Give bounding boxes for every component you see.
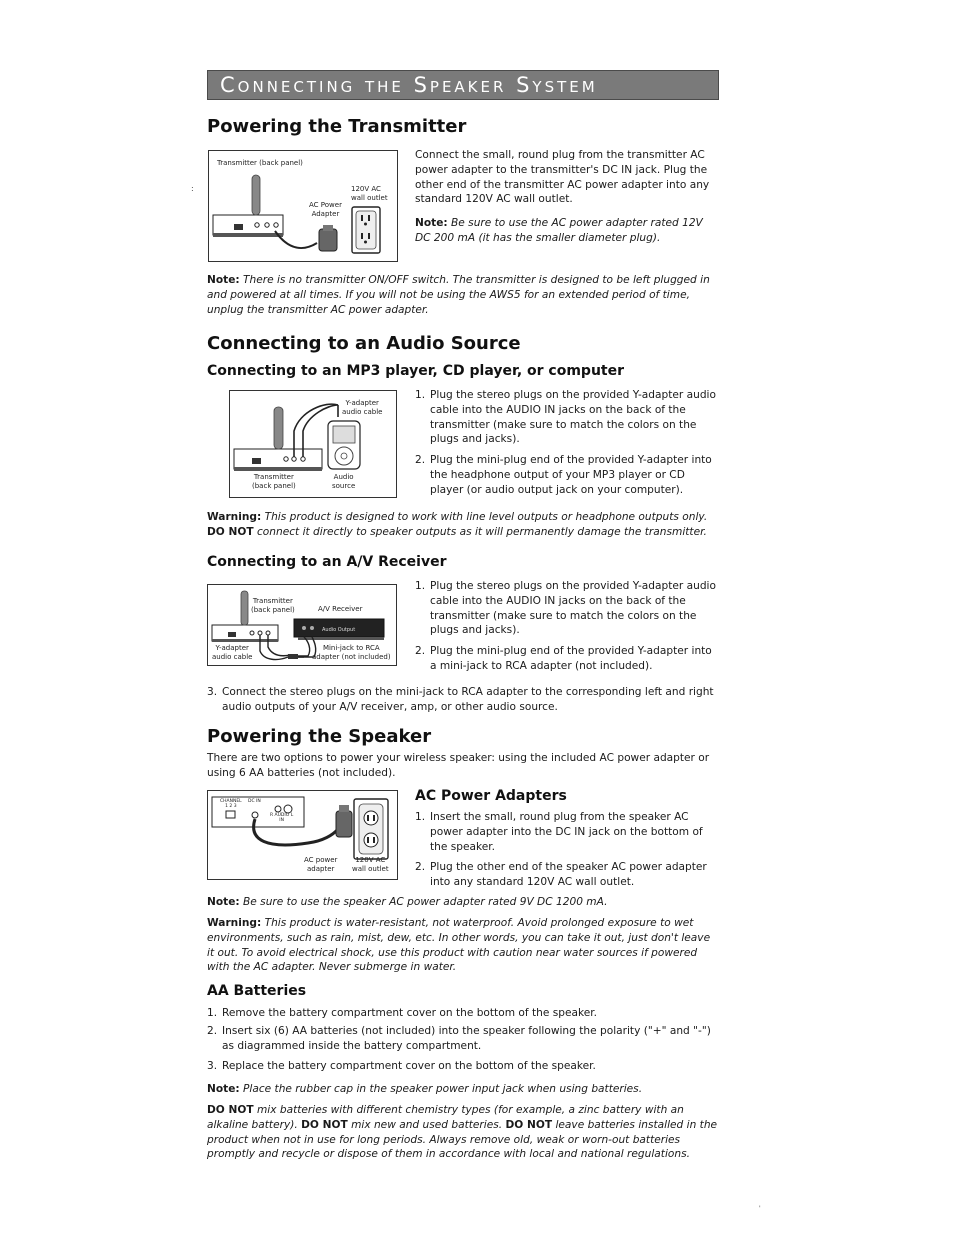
list-item: 2. Plug the mini-plug end of the provided Y-adapter into a mini-jack to RCA adapter (not included). [415, 645, 712, 672]
transmitter-paragraph: Connect the small, round plug from the transmitter AC power adapter to the transmitter's DC IN jack. Plug the other end of the transmitter AC power adapter into any standard 120V AC wall outlet. [415, 149, 710, 206]
transmitter-note-2 [207, 273, 717, 317]
heading-powering-transmitter: Powering the Transmitter [207, 116, 467, 137]
donot-label-3: DO NOT [505, 1118, 553, 1131]
donot-label-2: DO NOT [301, 1118, 348, 1131]
battery-note [207, 1082, 722, 1097]
list-item: 1. Plug the stereo plugs on the provided Y-adapter audio cable into the AUDIO IN jacks on the back of the transmitter (make sure to match the colors on the plugs and jacks). [415, 580, 716, 637]
label-transmitter-back-panel: Transmitter (back panel) [217, 159, 303, 167]
figure-av-connection [207, 584, 397, 666]
label-audio-in: R AUDIO L IN [270, 813, 294, 823]
label-channel: CHANNEL 1 2 3 [220, 799, 242, 809]
label-minijack-adapter: Mini-jack to RCA adapter (not included) [312, 644, 391, 661]
note-label: Note: [207, 1083, 240, 1095]
label-transmitter-back-panel-mp3: Transmitter (back panel) [252, 473, 296, 490]
speaker-note [207, 895, 722, 910]
heading-powering-speaker: Powering the Speaker [207, 726, 432, 747]
donot-text-1: mix batteries with different chemistry types (for example, a zinc battery with an alkaline battery). [207, 1104, 684, 1131]
donot-label-1: DO NOT [207, 1104, 254, 1116]
warning-text: This product is water-resistant, not waterproof. Avoid prolonged exposure to wet environments, such as rain, mist, dew, etc. In other words, you can take it out, just don't leave it out. To avoid electrical shock, use this product with caution near water sources if powered with the AC adapter. Never submerge in water. [207, 917, 711, 974]
label-dc-in: DC IN [248, 799, 261, 804]
list-item: 1. Remove the battery compartment cover on the bottom of the speaker. [207, 1007, 597, 1019]
list-item: 3. Connect the stereo plugs on the mini-jack to RCA adapter to the corresponding left and right audio outputs of your A/V receiver, amp, or other audio source. [207, 686, 714, 713]
list-item: 2. Plug the mini-plug end of the provided Y-adapter into the headphone output of your MP3 player or CD player (or audio output jack on your computer). [415, 454, 712, 496]
label-av-receiver: A/V Receiver [318, 605, 363, 613]
note-text: Be sure to use the speaker AC power adapter rated 9V DC 1200 mA. [243, 896, 608, 908]
list-item: 3. Replace the battery compartment cover on the bottom of the speaker. [207, 1060, 596, 1073]
battery-donot [207, 1103, 719, 1162]
transmitter-note [415, 216, 720, 246]
label-wall-outlet: 120V AC wall outlet [351, 185, 388, 202]
mp3-warning [207, 510, 722, 540]
heading-av-receiver: Connecting to an A/V Receiver [207, 554, 447, 570]
donot-text-3: leave batteries installed in the product when not in use for long periods. Always remove old, weak or worn-out batteries promptly and recycle or dispose of them in accordance with local and national regulations. [207, 1118, 718, 1161]
speaker-warning [207, 916, 719, 975]
note-text: Place the rubber cap in the speaker power input jack when using batteries. [243, 1083, 643, 1095]
av-steps [415, 579, 720, 674]
av-step-3 [207, 685, 722, 715]
label-ac-power-adapter: AC Power Adapter [309, 201, 342, 218]
donot-text: connect it directly to speaker outputs as it will permanently damage the transmitter. [256, 525, 707, 538]
banner-title: Connecting the Speaker System [220, 73, 598, 97]
transmitter-instructions [415, 148, 720, 246]
figure-mp3-connection [229, 390, 397, 498]
list-item: 2. Insert six (6) AA batteries (not included) into the speaker following the polarity ("+" and "-") as diagrammed inside the battery compartment. [207, 1024, 711, 1052]
warning-label: Warning: [207, 917, 262, 929]
warning-text: This product is designed to work with line level outputs or headphone outputs only. [264, 511, 708, 523]
list-item: 1. Plug the stereo plugs on the provided Y-adapter audio cable into the AUDIO IN jacks on the back of the transmitter (make sure to match the colors on the plugs and jacks). [415, 389, 716, 446]
note2-text: There is no transmitter ON/OFF switch. The transmitter is designed to be left plugged in and powered at all times. If you will not be using the AWS5 for an extended period of time, unplug the transmitter AC power adapter. [207, 274, 710, 316]
heading-mp3: Connecting to an MP3 player, CD player, or computer [207, 363, 624, 379]
ac-steps [415, 810, 720, 890]
label-audio-output: Audio Output [322, 627, 356, 633]
figure-speaker-power [207, 790, 398, 880]
note-label: Note: [207, 896, 240, 908]
label-transmitter-back-panel-av: Transmitter (back panel) [251, 597, 295, 614]
heading-aa-batteries: AA Batteries [207, 983, 307, 999]
mp3-steps [415, 388, 720, 498]
heading-ac-power-adapters: AC Power Adapters [415, 788, 567, 804]
section-banner [207, 70, 719, 100]
note-text: Be sure to use the AC power adapter rated 12V DC 200 mA (it has the smaller diameter plug). [415, 217, 703, 244]
label-speaker-outlet: 120V AC wall outlet [352, 856, 389, 873]
heading-audio-source: Connecting to an Audio Source [207, 333, 521, 354]
donot-label: DO NOT [207, 525, 254, 538]
note2-label: Note: [207, 274, 240, 286]
figure-transmitter-power [208, 150, 398, 262]
note-label: Note: [415, 217, 448, 230]
warning-label: Warning: [207, 511, 262, 523]
label-y-adapter-av: Y-adapter audio cable [212, 644, 253, 661]
list-item: 1. Insert the small, round plug from the speaker AC power adapter into the DC IN jack on the bottom of the speaker. [415, 811, 703, 853]
list-item: 2. Plug the other end of the speaker AC power adapter into any standard 120V AC wall outlet. [415, 861, 707, 889]
label-audio-source: Audio source [332, 473, 356, 490]
label-y-adapter: Y-adapter audio cable [342, 399, 383, 416]
speaker-intro: There are two options to power your wireless speaker: using the included AC power adapter or using 6 AA batteries (not included). [207, 752, 710, 779]
donot-text-2: mix new and used batteries. [351, 1118, 503, 1131]
label-speaker-adapter: AC power adapter [304, 856, 338, 873]
battery-steps [207, 1006, 722, 1074]
